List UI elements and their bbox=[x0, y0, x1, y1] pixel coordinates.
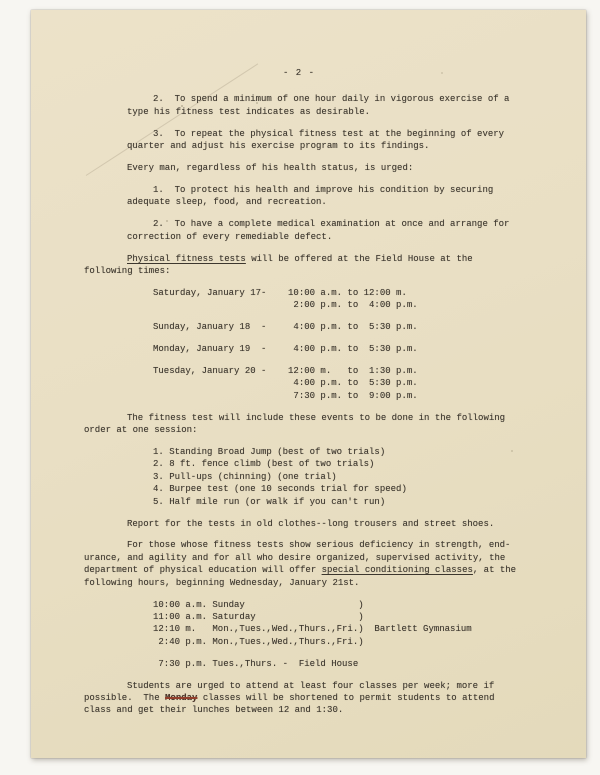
schedule-row: Tuesday, January 20 - 12:00 m. to 1:30 p.m. bbox=[153, 366, 418, 376]
paragraph-urged-1 bbox=[84, 184, 532, 209]
text-line: 3. To repeat the physical fitness test at the beginning of every bbox=[153, 128, 505, 139]
underlined-phrase: special conditioning classes bbox=[321, 565, 473, 576]
paper-specks bbox=[31, 10, 33, 12]
text-segment: , at the bbox=[472, 565, 517, 576]
text-line: following times: bbox=[84, 265, 171, 276]
text-segment: possible. The bbox=[84, 693, 166, 704]
paragraph-item-2 bbox=[84, 93, 532, 118]
text-line: class and get their lunches between 12 and 1:30. bbox=[84, 705, 344, 716]
text-segment: will be offered at the Field House at the bbox=[245, 253, 473, 264]
schedule-row: 4:00 p.m. to 5:30 p.m. bbox=[153, 378, 418, 389]
text-line: Every man, regardless of his health status, is urged: bbox=[127, 163, 414, 174]
schedule-row: 2:40 p.m. Mon.,Tues.,Wed.,Thurs.,Fri.) bbox=[153, 636, 364, 647]
paragraph-conditioning bbox=[84, 539, 532, 589]
paragraph-students bbox=[84, 680, 532, 717]
text-line: order at one session: bbox=[84, 425, 198, 436]
list-item: 4. Burpee test (one 10 seconds trial for speed) bbox=[153, 484, 407, 495]
paragraph-fitness-test-events bbox=[84, 412, 532, 437]
paragraph-report bbox=[84, 518, 532, 530]
class-schedule-table bbox=[84, 599, 532, 671]
test-schedule-table bbox=[84, 287, 532, 402]
schedule-row: 10:00 a.m. Sunday ) bbox=[153, 599, 364, 610]
text-line: Students are urged to attend at least four classes per week; more if bbox=[127, 680, 495, 691]
paragraph-item-3 bbox=[84, 128, 532, 153]
paragraph-physical-fitness-tests bbox=[84, 253, 532, 278]
text-segment: classes will be shortened to permit students to attend bbox=[197, 693, 495, 704]
typewritten-content bbox=[84, 67, 532, 726]
list-item: 2. 8 ft. fence climb (best of two trials) bbox=[153, 459, 375, 470]
document-page bbox=[31, 10, 586, 758]
text-line bbox=[84, 253, 532, 265]
text-line: following hours, beginning Wednesday, January 21st. bbox=[84, 577, 360, 588]
text-line: Report for the tests in old clothes--long trousers and street shoes. bbox=[127, 518, 495, 529]
schedule-row: 11:00 a.m. Saturday ) bbox=[153, 612, 364, 622]
text-line: 2. To spend a minimum of one hour daily in vigorous exercise of a bbox=[153, 94, 510, 105]
paragraph-every-man bbox=[84, 162, 532, 174]
list-item: 3. Pull-ups (chinning) (one trial) bbox=[153, 471, 337, 482]
text-line: The fitness test will include these events to be done in the following bbox=[127, 412, 506, 423]
schedule-row: 2:00 p.m. to 4:00 p.m. bbox=[153, 300, 418, 311]
schedule-row: 7:30 p.m. to 9:00 p.m. bbox=[153, 390, 418, 401]
text-line bbox=[84, 692, 532, 704]
schedule-row: Saturday, January 17- 10:00 a.m. to 12:00 m. bbox=[153, 287, 407, 298]
page-number: - 2 - bbox=[282, 68, 315, 78]
text-line: 2. To have a complete medical examination at once and arrange for bbox=[153, 219, 510, 230]
list-item: 1. Standing Broad Jump (best of two trials) bbox=[153, 447, 386, 458]
text-line: urance, and agility and for all who desire organized, supervised activity, the bbox=[84, 552, 506, 563]
text-segment: department of physical education will offer bbox=[84, 565, 322, 576]
text-line: 1. To protect his health and improve his condition by securing bbox=[153, 184, 494, 195]
schedule-row: Sunday, January 18 - 4:00 p.m. to 5:30 p.m. bbox=[153, 322, 418, 333]
underlined-phrase: Physical fitness tests bbox=[127, 253, 246, 264]
schedule-row: 12:10 m. Mon.,Tues.,Wed.,Thurs.,Fri.) Bartlett Gymnasium bbox=[153, 624, 472, 635]
text-line: correction of every remediable defect. bbox=[127, 231, 333, 242]
schedule-row: Monday, January 19 - 4:00 p.m. to 5:30 p.m. bbox=[153, 344, 418, 355]
list-item: 5. Half mile run (or walk if you can't run) bbox=[153, 496, 386, 507]
text-line: type his fitness test indicates as desirable. bbox=[127, 106, 371, 117]
text-line: adequate sleep, food, and recreation. bbox=[127, 197, 327, 208]
paragraph-urged-2 bbox=[84, 218, 532, 243]
text-line: quarter and adjust his exercise program to its findings. bbox=[127, 141, 430, 152]
text-line bbox=[84, 564, 532, 576]
text-line: For those whose fitness tests show serious deficiency in strength, end- bbox=[127, 540, 511, 551]
overstruck-word: Monday bbox=[165, 693, 198, 704]
events-list bbox=[84, 446, 532, 508]
schedule-row: 7:30 p.m. Tues.,Thurs. - Field House bbox=[153, 658, 359, 669]
